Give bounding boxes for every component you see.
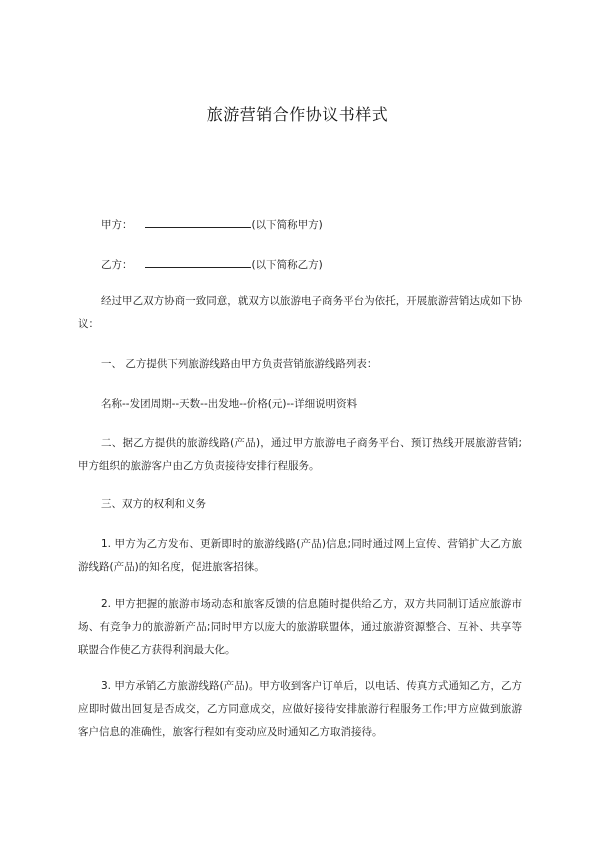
party-b-blank — [145, 256, 251, 268]
party-a-blank — [145, 216, 251, 228]
clause-3-item-3: 3. 甲方承销乙方旅游线路(产品)。甲方收到客户订单后，以电话、传真方式通知乙方，乙方应即时做出回复是否成交，乙方同意成交，应做好接待安排旅游行程服务工作;甲方应做到旅游客户信息的准确性，旅客行程如有变动应及时通知乙方取消接待。 — [78, 680, 522, 738]
preamble-paragraph: 经过甲乙双方协商一致同意，就双方以旅游电子商务平台为依托，开展旅游营销达成如下协议： — [78, 295, 522, 330]
clause-3-heading: 三、双方的权利和义务 — [101, 498, 206, 510]
party-b-note: (以下简称乙方) — [251, 259, 323, 271]
party-b-line — [101, 256, 323, 273]
party-b-label: 乙方： — [101, 259, 133, 271]
party-a-line — [101, 216, 323, 233]
clause-1-heading: 一、 乙方提供下列旅游线路由甲方负责营销旅游线路列表： — [101, 358, 378, 370]
clause-2-paragraph: 二、据乙方提供的旅游线路(产品)，通过甲方旅游电子商务平台、预订热线开展旅游营销;甲方组织的旅游客户由乙方负责接待安排行程服务。 — [78, 437, 522, 472]
document-title: 旅游营销合作协议书样式 — [206, 105, 389, 124]
clause-3-item-1: 1. 甲方为乙方发布、更新即时的旅游线路(产品)信息;同时通过网上宣传、营销扩大乙方旅游线路(产品)的知名度，促进旅客招徕。 — [78, 538, 522, 573]
clause-3-item-2: 2. 甲方把握的旅游市场动态和旅客反馈的信息随时提供给乙方，双方共同制订适应旅游市场、有竞争力的旅游新产品;同时甲方以庞大的旅游联盟体，通过旅游资源整合、互补、共享等联盟合作使乙方获得利润最大化。 — [78, 598, 522, 656]
route-list-header: 名称--发团周期--天数--出发地--价格(元)--详细说明资料 — [101, 398, 358, 410]
party-a-note: (以下简称甲方) — [251, 219, 323, 231]
party-a-label: 甲方： — [101, 219, 133, 231]
